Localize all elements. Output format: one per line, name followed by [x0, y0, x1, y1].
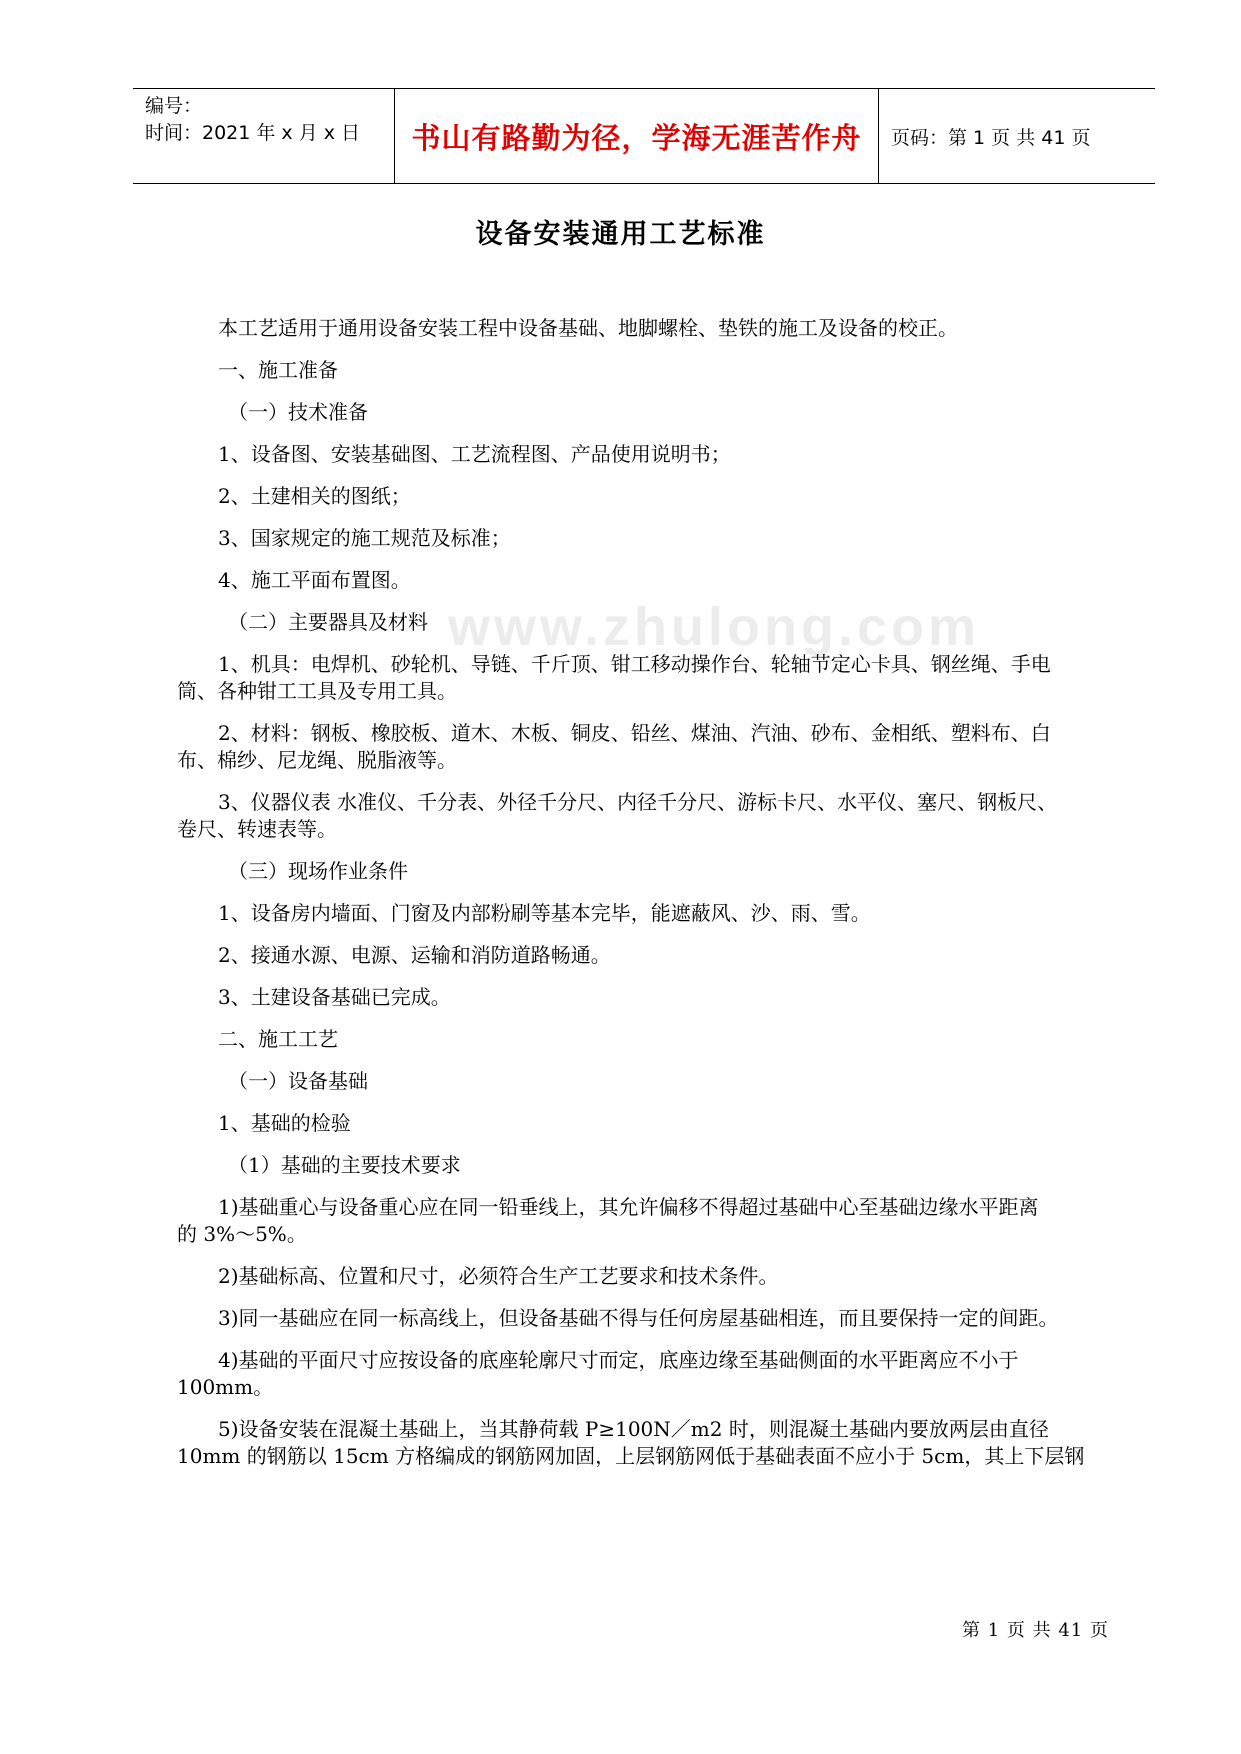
paragraph-text: （三）现场作业条件: [228, 859, 408, 883]
paragraph-text: 3、仪器仪表 水准仪、千分表、外径千分尺、内径千分尺、游标卡尺、水平仪、塞尺、钢板尺、: [218, 790, 1058, 814]
subsection-heading: [218, 399, 1113, 426]
paragraph-continuation: 的 3%～5%。: [177, 1222, 307, 1246]
document-title: 设备安装通用工艺标准: [475, 219, 766, 250]
list-item: [218, 1110, 1113, 1137]
subsection-heading: [218, 1068, 1113, 1095]
paragraph-text: 4)基础的平面尺寸应按设备的底座轮廓尺寸而定，底座边缘至基础侧面的水平距离应不小于: [218, 1348, 1019, 1372]
paragraph-text: 本工艺适用于通用设备安装工程中设备基础、地脚螺栓、垫铁的施工及设备的校正。: [218, 316, 958, 340]
list-item: [177, 1347, 1113, 1401]
paragraph-text: 1、设备房内墙面、门窗及内部粉刷等基本完毕，能遮蔽风、沙、雨、雪。: [218, 901, 871, 925]
paragraph-text: 1)基础重心与设备重心应在同一铅垂线上，其允许偏移不得超过基础中心至基础边缘水平距离: [218, 1195, 1039, 1219]
list-item: [218, 567, 1113, 594]
list-item: [177, 789, 1113, 843]
paragraph-text: 5)设备安装在混凝土基础上，当其静荷载 P≥100N／m2 时，则混凝土基础内要放两层由直径: [218, 1417, 1049, 1441]
paragraph-text: 1、基础的检验: [218, 1111, 351, 1135]
document-body: [177, 315, 1113, 1485]
paragraph-text: 3、土建设备基础已完成。: [218, 985, 451, 1009]
list-item: [177, 1194, 1113, 1248]
paragraph-continuation: 布、棉纱、尼龙绳、脱脂液等。: [177, 748, 457, 772]
paragraph-text: 2、土建相关的图纸；: [218, 484, 411, 508]
paragraph-continuation: 筒、各种钳工工具及专用工具。: [177, 679, 457, 703]
paragraph-text: 4、施工平面布置图。: [218, 568, 411, 592]
list-item: [218, 942, 1113, 969]
paragraph-continuation: 100mm。: [177, 1375, 274, 1399]
watermark: www.zhulong.com: [448, 597, 980, 657]
paragraph-text: （一）技术准备: [228, 400, 368, 424]
header-meta: [133, 89, 395, 183]
subsection-heading: [218, 1152, 1113, 1179]
subsection-heading: [218, 858, 1113, 885]
paragraph-continuation: 10mm 的钢筋以 15cm 方格编成的钢筋网加固，上层钢筋网低于基础表面不应小于 5cm，其上下层钢: [177, 1444, 1085, 1468]
page-footer: 第 1 页 共 41 页: [962, 1620, 1109, 1641]
time-label: 时间：2021 年 x 月 x 日: [145, 122, 361, 144]
subsection-heading: [218, 609, 1113, 636]
list-item: [177, 651, 1113, 705]
section-heading: [218, 1026, 1113, 1053]
document-header: [133, 88, 1155, 184]
paragraph-text: （一）设备基础: [228, 1069, 368, 1093]
paragraph-text: 一、施工准备: [218, 358, 338, 382]
list-item: [218, 984, 1113, 1011]
header-page-info: 页码：第 1 页 共 41 页: [891, 126, 1091, 149]
list-item: [177, 720, 1113, 774]
paragraph-text: 2、接通水源、电源、运输和消防道路畅通。: [218, 943, 611, 967]
paragraph-text: 3、国家规定的施工规范及标准；: [218, 526, 511, 550]
paragraph: [218, 315, 1113, 342]
number-label: 编号：: [145, 95, 203, 117]
paragraph-text: 3)同一基础应在同一标高线上，但设备基础不得与任何房屋基础相连，而且要保持一定的间距。: [218, 1306, 1059, 1330]
paragraph-text: 二、施工工艺: [218, 1027, 338, 1051]
list-item: [218, 441, 1113, 468]
paragraph-text: （二）主要器具及材料: [228, 610, 428, 634]
list-item: [218, 483, 1113, 510]
header-motto: 书山有路勤为径，学海无涯苦作舟: [395, 89, 879, 183]
paragraph-continuation: 卷尺、转速表等。: [177, 817, 337, 841]
paragraph-text: 1、设备图、安装基础图、工艺流程图、产品使用说明书；: [218, 442, 731, 466]
paragraph-text: （1）基础的主要技术要求: [228, 1153, 461, 1177]
list-item: [218, 1263, 1113, 1290]
list-item: [218, 900, 1113, 927]
paragraph-text: 2、材料：钢板、橡胶板、道木、木板、铜皮、铅丝、煤油、汽油、砂布、金相纸、塑料布、白: [218, 721, 1051, 745]
paragraph-text: 1、机具：电焊机、砂轮机、导链、千斤顶、钳工移动操作台、轮轴节定心卡具、钢丝绳、手电: [218, 652, 1051, 676]
section-heading: [218, 357, 1113, 384]
list-item: [218, 525, 1113, 552]
list-item: [177, 1416, 1113, 1470]
paragraph-text: 2)基础标高、位置和尺寸，必须符合生产工艺要求和技术条件。: [218, 1264, 779, 1288]
list-item: [218, 1305, 1113, 1332]
